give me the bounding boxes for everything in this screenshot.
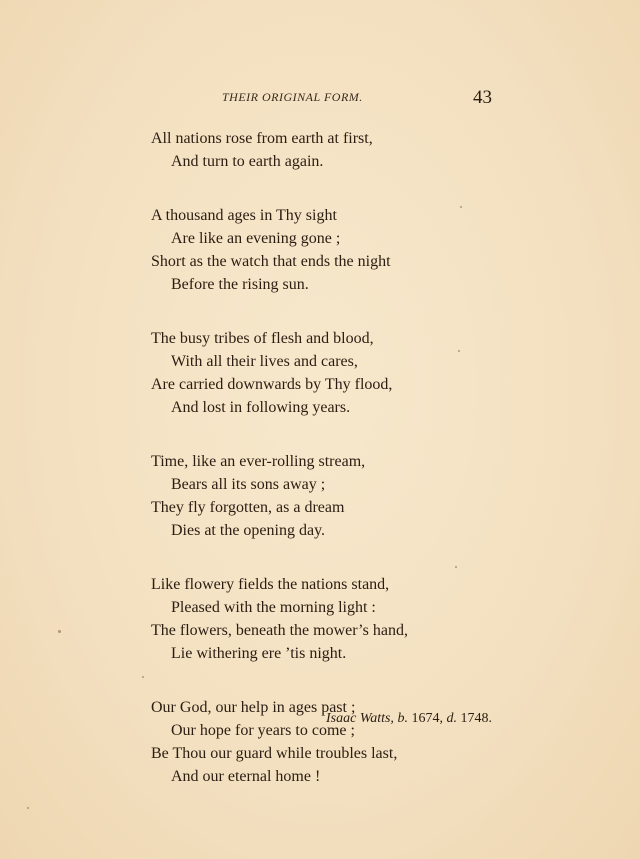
poem-line: And lost in following years. xyxy=(171,399,351,416)
poem-line: They fly forgotten, as a dream xyxy=(151,499,345,516)
poem-line: The busy tribes of flesh and blood, xyxy=(151,330,374,347)
poem-line: Are carried downwards by Thy flood, xyxy=(151,376,393,393)
poem-line: Be Thou our guard while troubles last, xyxy=(151,745,398,762)
poem-line: Like flowery fields the nations stand, xyxy=(151,576,390,593)
paper-speck xyxy=(58,630,61,633)
poem-line: Short as the watch that ends the night xyxy=(151,253,391,270)
paper-speck xyxy=(455,566,457,568)
poem-line: Our hope for years to come ; xyxy=(171,722,355,739)
stanza-3 xyxy=(151,327,481,419)
paper-speck xyxy=(458,350,460,352)
poem-line: Before the rising sun. xyxy=(171,276,309,293)
poem-line: A thousand ages in Thy sight xyxy=(151,207,337,224)
poem-line: Our God, our help in ages past ; xyxy=(151,699,356,716)
poem-line: Are like an evening gone ; xyxy=(171,230,341,247)
poem-line: Lie withering ere ’tis night. xyxy=(171,645,347,662)
stanza-4 xyxy=(151,450,481,542)
running-head: THEIR ORIGINAL FORM. xyxy=(222,90,363,104)
born-year: 1674, xyxy=(411,711,443,726)
poem-line: Pleased with the morning light : xyxy=(171,599,376,616)
stanza-1 xyxy=(151,127,481,173)
paper-speck xyxy=(27,807,29,809)
author-name: Isaac Watts, xyxy=(326,711,394,726)
poem-line: Bears all its sons away ; xyxy=(171,476,326,493)
poem-line: And our eternal home ! xyxy=(171,768,321,785)
poem-line: And turn to earth again. xyxy=(171,153,324,170)
died-label: d. xyxy=(446,711,457,726)
stanza-2 xyxy=(151,204,481,296)
page-number: 43 xyxy=(473,87,492,108)
poem-line: Dies at the opening day. xyxy=(171,522,326,539)
poem-line: The flowers, beneath the mower’s hand, xyxy=(151,622,408,639)
poem-line: Time, like an ever-rolling stream, xyxy=(151,453,366,470)
paper-speck xyxy=(460,206,462,208)
attribution xyxy=(326,711,492,727)
poem-line: All nations rose from earth at first, xyxy=(151,130,373,147)
stanza-5 xyxy=(151,573,481,665)
born-label: b. xyxy=(397,711,408,726)
poem-line: With all their lives and cares, xyxy=(171,353,358,370)
died-year: 1748. xyxy=(460,711,492,726)
stanza-6 xyxy=(151,696,481,788)
paper-speck xyxy=(142,676,144,678)
